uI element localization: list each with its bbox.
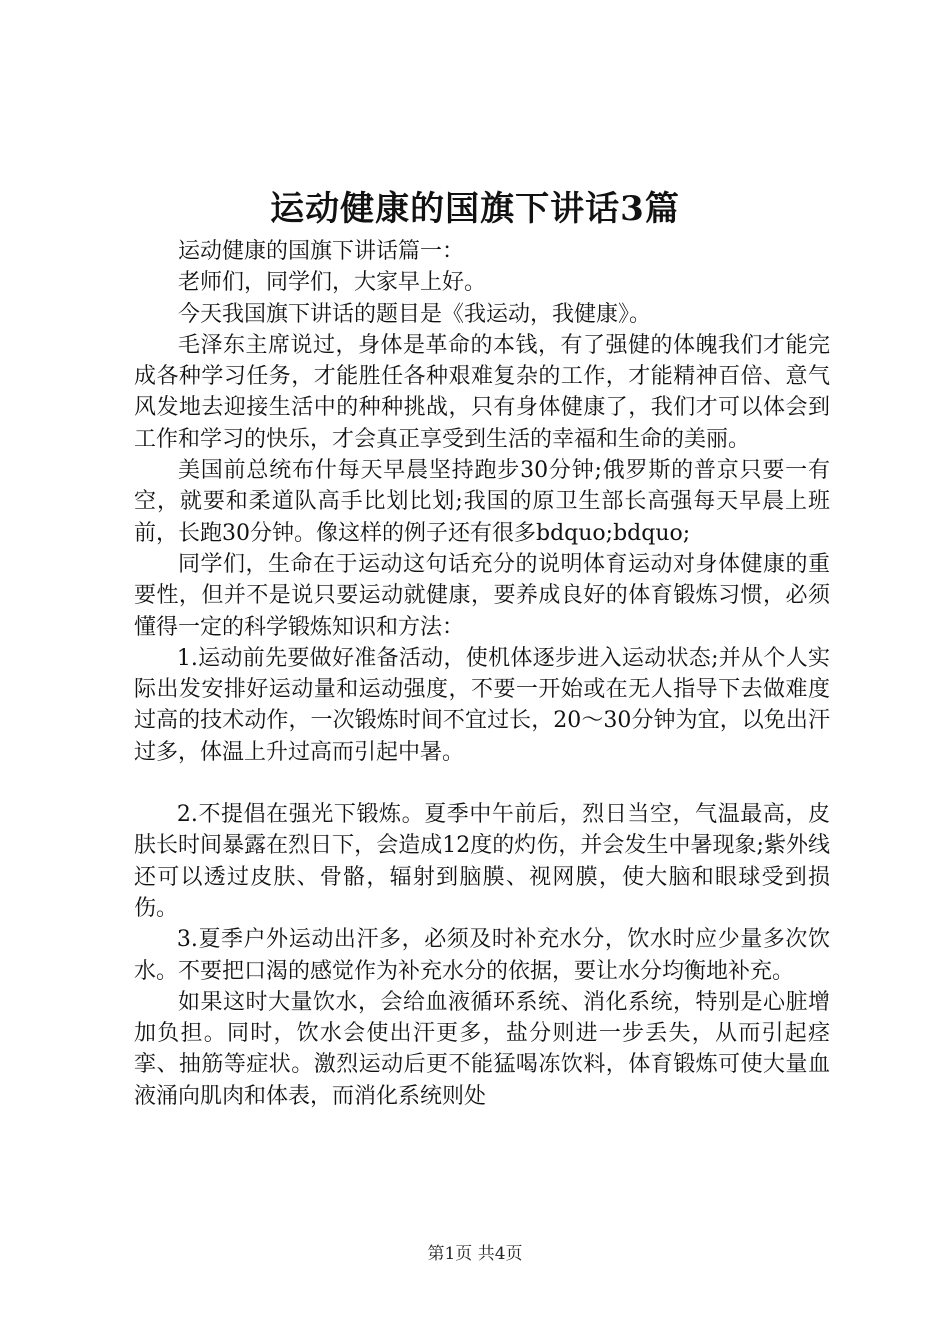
document-body bbox=[134, 236, 830, 1112]
paragraph-4: 毛泽东主席说过，身体是革命的本钱，有了强健的体魄我们才能完成各种学习任务，才能胜任各种艰难复杂的工作，才能精神百倍、意气风发地去迎接生活中的种种挑战，只有身体健康了，我们才可以体会到工作和学习的快乐，才会真正享受到生活的幸福和生命的美丽。 bbox=[134, 332, 830, 452]
list-item-2: 2.不提倡在强光下锻炼。夏季中午前后，烈日当空，气温最高，皮肤长时间暴露在烈日下，会造成12度的灼伤，并会发生中暑现象;紫外线还可以透过皮肤、骨骼，辐射到脑膜、视网膜，使大脑和眼球受到损伤。 bbox=[134, 802, 830, 921]
paragraph-3: 今天我国旗下讲话的题目是《我运动，我健康》。 bbox=[178, 301, 652, 327]
list-item-1: 1.运动前先要做好准备活动，使机体逐步进入运动状态;并从个人实际出发安排好运动量和运动强度，不要一开始或在无人指导下去做难度过高的技术动作，一次锻炼时间不宜过长，20～30分钟为宜，以免出汗过多，体温上升过高而引起中暑。 bbox=[134, 645, 830, 765]
paragraph-2: 老师们，同学们，大家早上好。 bbox=[178, 270, 487, 296]
paragraph-6: 同学们，生命在于运动这句话充分的说明体育运动对身体健康的重要性，但并不是说只要运动就健康，要养成良好的体育锻炼习惯，必须懂得一定的科学锻炼知识和方法： bbox=[134, 551, 830, 640]
document-title: 运动健康的国旗下讲话3篇 bbox=[270, 189, 680, 229]
paragraph-5: 美国前总统布什每天早晨坚持跑步30分钟;俄罗斯的普京只要一有空，就要和柔道队高手比划比划;我国的原卫生部长高强每天早晨上班前，长跑30分钟。像这样的例子还有很多bdquo;bdquo; bbox=[134, 458, 830, 546]
page-footer: 第1页 共4页 bbox=[427, 1244, 523, 1264]
paragraph-1: 运动健康的国旗下讲话篇一： bbox=[178, 239, 465, 264]
list-item-3: 3.夏季户外运动出汗多，必须及时补充水分，饮水时应少量多次饮水。不要把口渴的感觉作为补充水分的依据，要让水分均衡地补充。 bbox=[134, 927, 830, 984]
paragraph-7: 如果这时大量饮水，会给血液循环系统、消化系统，特别是心脏增加负担。同时，饮水会使出汗更多，盐分则进一步丢失，从而引起痉挛、抽筋等症状。激烈运动后更不能猛喝冻饮料，体育锻炼可使大量血液涌向肌肉和体表，而消化系统则处 bbox=[134, 989, 830, 1109]
